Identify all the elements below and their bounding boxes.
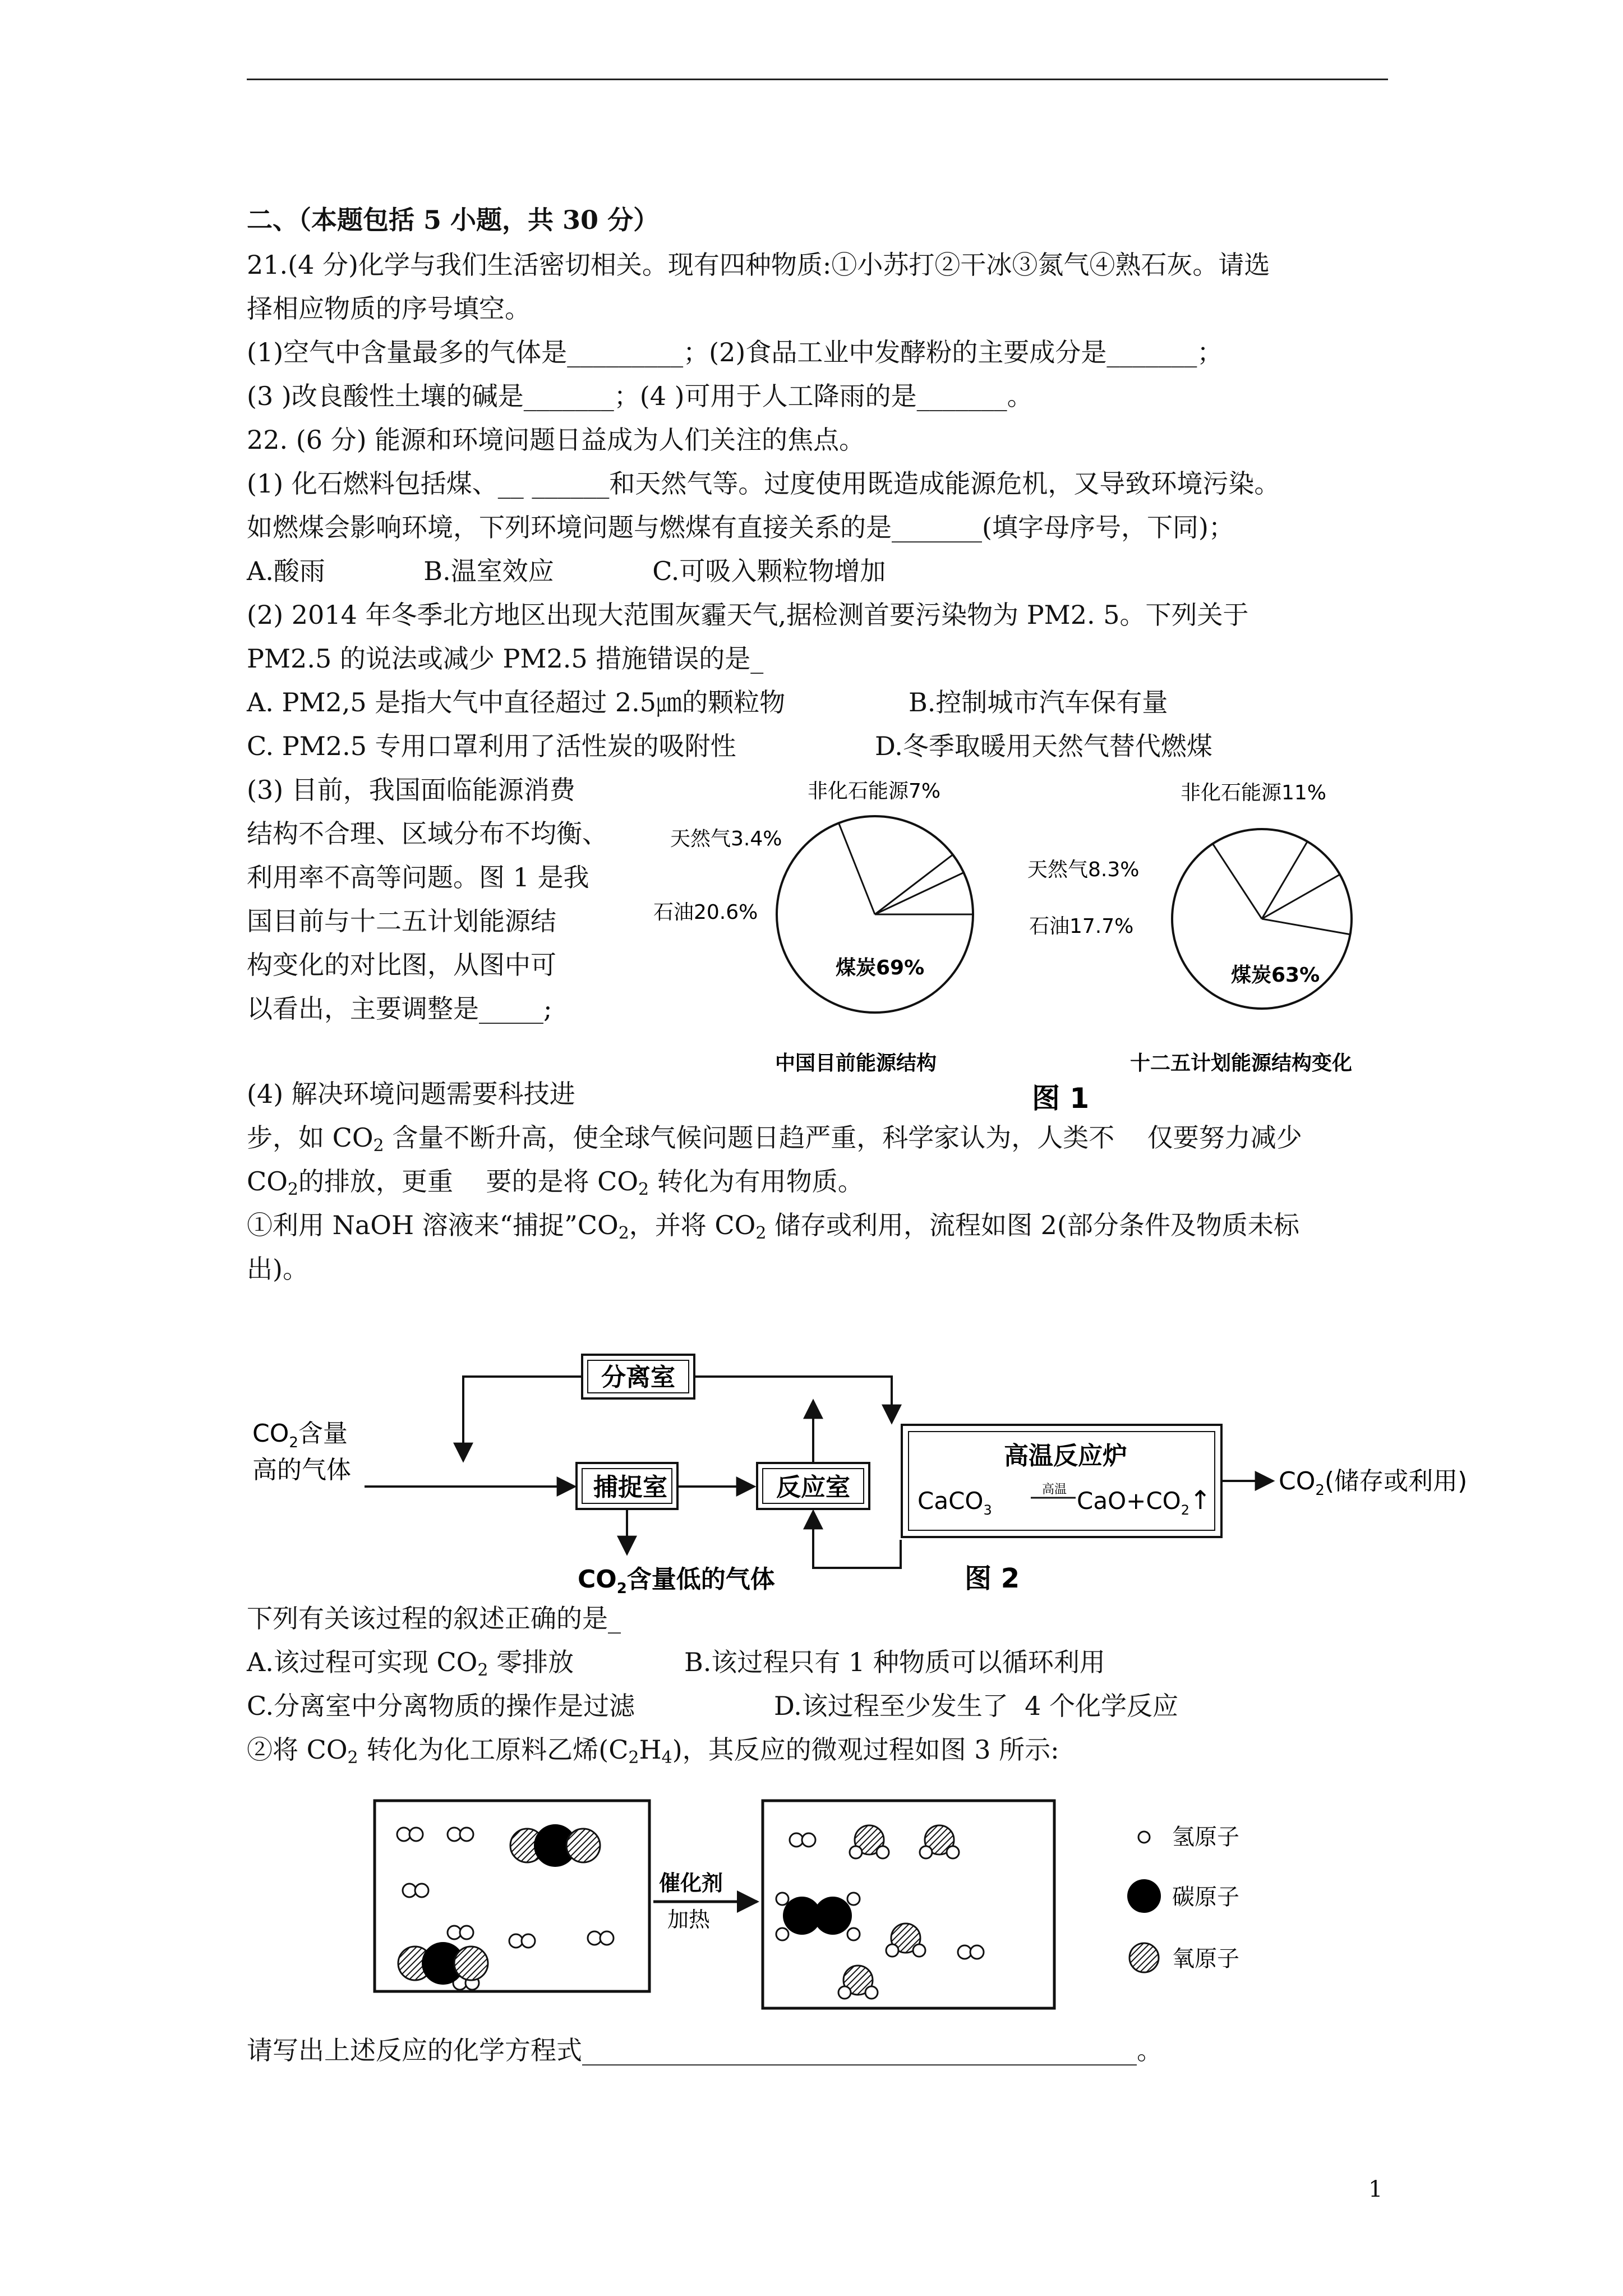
pie-slice-boundary-nonfossil [1262, 875, 1340, 919]
water-hydrogen-atom [920, 1846, 932, 1858]
water-hydrogen-atom [877, 1846, 889, 1858]
q21-blank-line2: (3 )改良酸性土壤的碱是_______；(4 )可用于人工降雨的是_______。 [247, 381, 1033, 411]
q22-part4-line3: $CO_2$的排放，更重 要的是将 $CO_2$ 转化为有用物质。 [247, 1166, 864, 1199]
catalyst-label: 催化剂 [659, 1871, 723, 1895]
q22-fig2-option-b: B.该过程只有 1 种物质可以循环利用 [684, 1647, 1105, 1677]
pie-slice-boundary-oil [839, 823, 875, 914]
hydrogen-molecule-atom [958, 1945, 971, 1959]
reactant-molecules [397, 1824, 614, 1990]
hydrogen-molecule-atom [397, 1828, 411, 1841]
heating-label: 加热 [667, 1907, 711, 1932]
q21-stem-line2: 择相应物质的序号填空。 [247, 293, 531, 324]
q22-final-line: 请写出上述反应的化学方程式___________________________________________。 [247, 2035, 1163, 2065]
q22-stem: 22. (6 分) 能源和环境问题日益成为人们关注的焦点。 [247, 425, 865, 455]
hydrogen-molecule-atom [970, 1945, 984, 1959]
q22-part3-line: (3) 目前，我国面临能源消费 [247, 775, 575, 805]
hydrogen-molecule-atom [600, 1931, 614, 1945]
water-hydrogen-atom [886, 1944, 898, 1957]
water-hydrogen-atom [865, 1986, 878, 1999]
pie2-label-nonfossil: 非化石能源11% [1181, 781, 1327, 804]
q22-fig2-option-d: D.该过程至少发生了 4 个化学反应 [774, 1691, 1178, 1721]
co2-oxygen-atom [566, 1829, 600, 1862]
legend-carbon: 碳原子 [1172, 1884, 1239, 1910]
hydrogen-molecule-atom [403, 1884, 416, 1897]
q22-part2-option-d: D.冬季取暖用天然气替代燃煤 [875, 731, 1212, 761]
arrow-sep-to-furnace [695, 1377, 892, 1423]
pie-slice-boundary-oil [1212, 844, 1262, 919]
q22-part3-line: 国目前与十二五计划能源结 [247, 906, 556, 936]
q22-part2-option-b: B.控制城市汽车保有量 [909, 687, 1168, 717]
pie-slice-boundary-coal [1262, 919, 1350, 935]
pie2-title: 十二五计划能源结构变化 [1130, 1052, 1353, 1075]
hydrogen-molecule-atom [448, 1828, 461, 1841]
hydrogen-molecule-atom [460, 1828, 473, 1841]
q22-part1-line1: (1) 化石燃料包括煤、__ ______和天然气等。过度使用既造成能源危机，又导致环境污染。 [247, 468, 1280, 499]
furnace-equation: CaCO$_3$ [917, 1487, 992, 1518]
water-hydrogen-atom [838, 1986, 851, 1999]
furnace-condition: 高温 [1042, 1483, 1067, 1497]
q22-part3-line: 构变化的对比图，从图中可 [247, 950, 556, 980]
pie-slice-boundary-gas [1262, 841, 1307, 919]
legend-hydrogen: 氢原子 [1172, 1824, 1239, 1850]
hydrogen-molecule-atom [588, 1931, 601, 1945]
q22-part1-line2: 如燃煤会影响环境，下列环境问题与燃煤有直接关系的是_______(填字母序号，下同)； [247, 512, 1234, 542]
pie-chart-current [777, 816, 973, 1013]
pie1-label-oil: 石油20.6% [653, 901, 758, 924]
input-gas-label-2: 高的气体 [252, 1456, 351, 1484]
ethylene-hydrogen-atom [847, 1893, 860, 1905]
hydrogen-molecule-atom [790, 1833, 803, 1847]
pie2-label-oil: 石油17.7% [1029, 915, 1134, 938]
q22-part2-line1: (2) 2014 年冬季北方地区出现大范围灰霾天气,据检测首要污染物为 PM2. 5。下列关于 [247, 600, 1249, 630]
furnace-equation-right: $CaO+CO_2↑$ [1077, 1485, 1211, 1518]
figure1-pie-charts [628, 769, 1424, 1128]
hydrogen-molecule-atom [415, 1884, 428, 1897]
hydrogen-molecule-atom [409, 1828, 423, 1841]
pie2-label-coal: 煤炭63% [1231, 964, 1320, 987]
ethylene-hydrogen-atom [847, 1928, 860, 1940]
q22-part4-line4: ①利用 NaOH 溶液来“捕捉$”CO_2$，并将 $CO_2$ 储存或利用，流程如图 2(部分条件及物质未标 [247, 1210, 1299, 1243]
q22-fig2-question: 下列有关该过程的叙述正确的是_ [247, 1603, 621, 1634]
ethylene-carbon-atom [814, 1897, 852, 1935]
product-molecules [776, 1825, 984, 1999]
q22-part2-line2: PM2.5 的说法或减少 PM2.5 措施错误的是_ [247, 643, 764, 674]
header-rule [247, 79, 1388, 80]
co2-oxygen-atom [454, 1947, 488, 1980]
q22-part3-line: 以看出，主要调整是_____; [247, 993, 552, 1024]
output-label: $CO_2$(储存或利用) [1279, 1467, 1468, 1499]
reaction-room-label: 反应室 [776, 1473, 850, 1502]
separation-room-label: 分离室 [601, 1363, 675, 1392]
q22-part4-line5: 出)。 [247, 1254, 308, 1284]
q22-part2-option-a: A. PM2,5 是指大气中直径超过 2.5㎛的颗粒物 [247, 687, 786, 717]
input-gas-label-1: $CO_2$含量 [252, 1419, 348, 1451]
figure3-molecule-diagram [370, 1789, 1290, 2014]
capture-room-label: 捕捉室 [593, 1473, 667, 1502]
carbon-atom-icon [1127, 1879, 1161, 1913]
q22-part1-options: A.酸雨 B.温室效应 C.可吸入颗粒物增加 [247, 556, 886, 586]
hydrogen-atom-icon [1138, 1832, 1150, 1843]
water-hydrogen-atom [850, 1846, 862, 1858]
hydrogen-molecule-atom [802, 1833, 815, 1847]
q21-blank-line1: (1)空气中含量最多的气体是_________；(2)食品工业中发酵粉的主要成分是_______； [247, 337, 1223, 367]
low-gas-label: $CO_2$含量低的气体 [578, 1565, 775, 1597]
pie-slice-boundary-gas [875, 855, 953, 914]
oxygen-atom-icon [1129, 1943, 1159, 1972]
legend-oxygen: 氧原子 [1172, 1946, 1239, 1972]
hydrogen-molecule-atom [460, 1926, 473, 1939]
arrow-sep-to-capture [463, 1377, 581, 1461]
ethylene-hydrogen-atom [776, 1928, 789, 1940]
pie1-label-nonfossil: 非化石能源7% [808, 780, 941, 803]
pie1-title: 中国目前能源结构 [775, 1052, 937, 1075]
q21-stem-line1: 21.(4 分)化学与我们生活密切相关。现有四种物质:①小苏打②干冰③氮气④熟石灰。请选 [247, 250, 1270, 280]
arrow-furnace-back-to-reaction [813, 1511, 901, 1568]
ethylene-hydrogen-atom [776, 1893, 789, 1905]
page-number: 1 [1368, 2177, 1383, 2202]
q22-part5-line: ②将 $CO_2$ 转化为化工原料乙烯$(C_2H_4)$，其反应的微观过程如图 3 所示: [247, 1734, 1059, 1768]
pie-slice-boundary-nonfossil [875, 872, 963, 914]
q22-part2-option-c: C. PM2.5 专用口罩利用了活性炭的吸附性 [247, 731, 736, 761]
pie2-label-gas: 天然气8.3% [1027, 858, 1140, 881]
q22-part3-line: 利用率不高等问题。图 1 是我 [247, 862, 589, 892]
hydrogen-molecule-atom [509, 1934, 523, 1948]
pie1-label-coal: 煤炭69% [836, 956, 925, 979]
pie1-label-gas: 天然气3.4% [670, 827, 782, 850]
q22-fig2-option-a: A.该过程可实现 $CO_2$ 零排放 [247, 1647, 574, 1680]
water-hydrogen-atom [913, 1944, 925, 1957]
water-hydrogen-atom [947, 1846, 959, 1858]
q22-part4-line1: (4) 解决环境问题需要科技进 [247, 1079, 575, 1109]
section-title: 二、（本题包括 5 小题，共 30 分） [247, 205, 660, 235]
q22-part4-line2: 步，如 $CO_2$ 含量不断升高，使全球气候问题日趋严重，科学家认为，人类不 仅要努力减少 [247, 1122, 1302, 1156]
furnace-title: 高温反应炉 [1004, 1442, 1127, 1470]
figure2-flow-diagram [247, 1329, 1468, 1599]
q22-fig2-option-c: C.分离室中分离物质的操作是过滤 [247, 1691, 635, 1721]
figure2-caption: 图 2 [965, 1563, 1020, 1594]
q22-part3-line: 结构不合理、区域分布不均衡、 [247, 818, 608, 849]
hydrogen-molecule-atom [522, 1934, 535, 1948]
figure1-caption: 图 1 [1032, 1082, 1090, 1115]
hydrogen-molecule-atom [448, 1926, 461, 1939]
